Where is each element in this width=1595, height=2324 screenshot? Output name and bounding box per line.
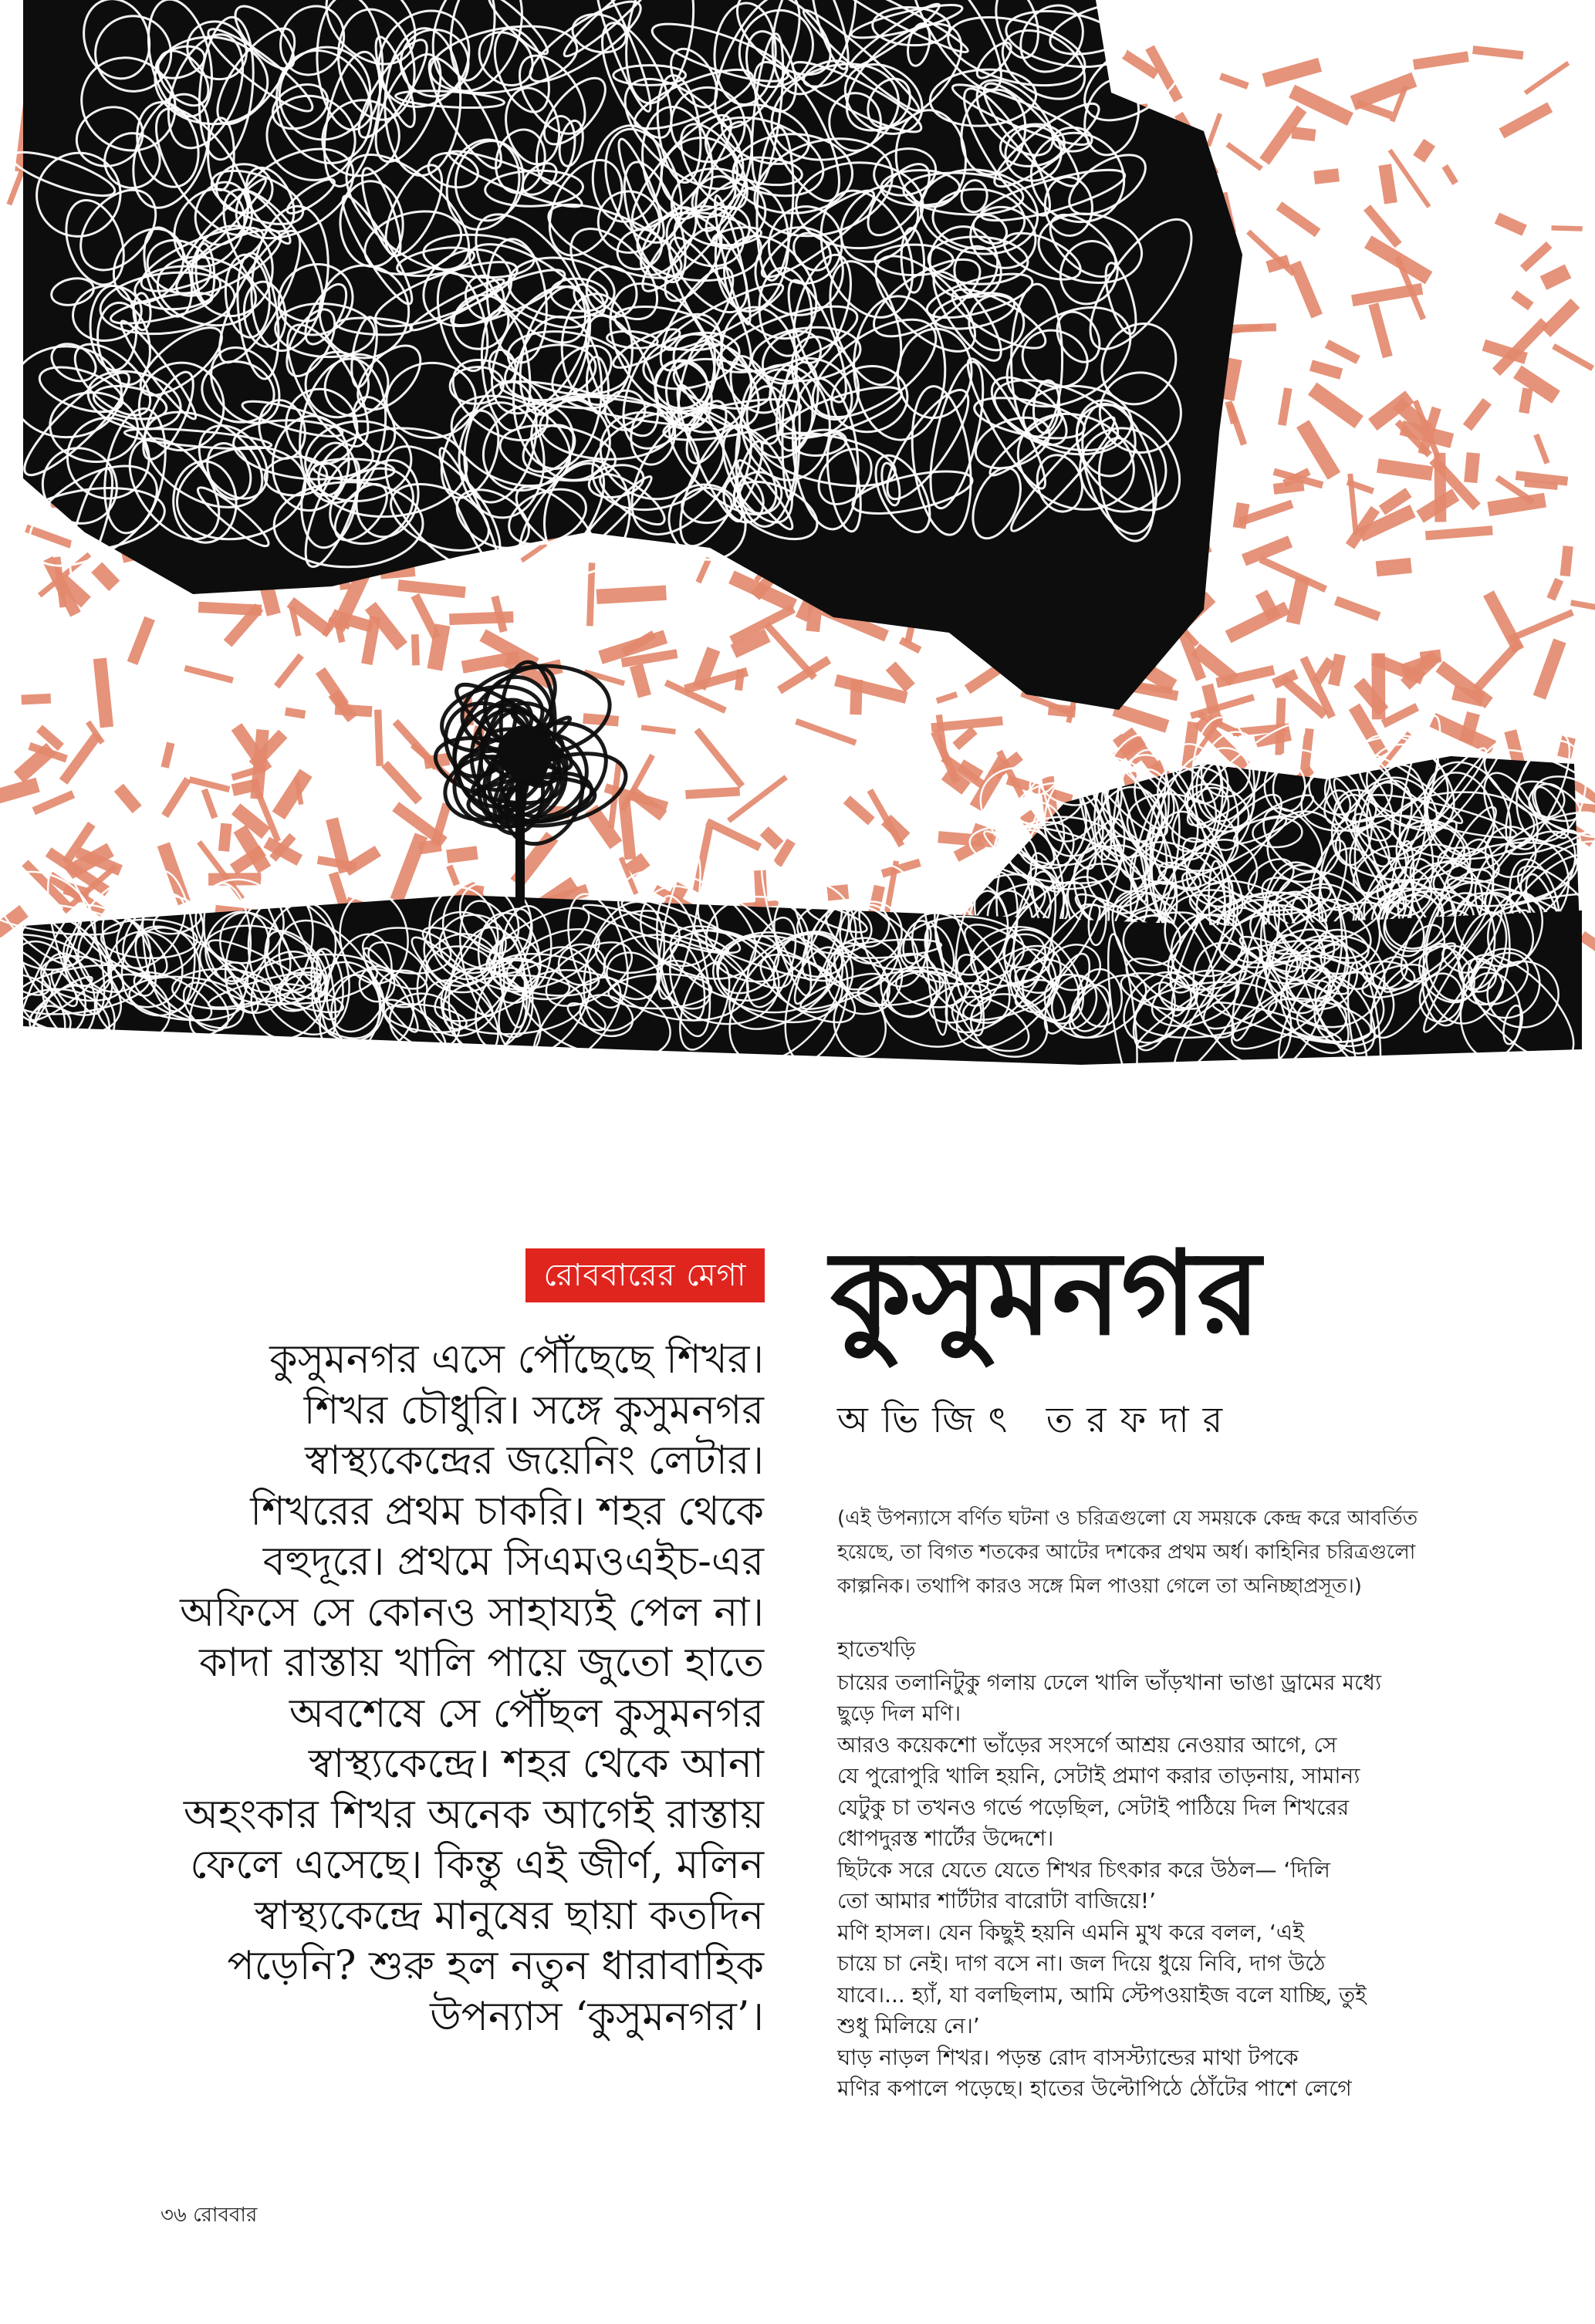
illustration-stroke <box>1333 655 1340 685</box>
illustration-stroke <box>1473 49 1523 55</box>
illustration-stroke <box>415 634 416 665</box>
intro-line: স্বাস্থ্যকেন্দ্রে। শহর থেকে আনা <box>308 1741 764 1787</box>
illustration-stroke <box>1425 530 1492 535</box>
note-line: কাল্পনিক। তথাপি কারও সঙ্গে মিল পাওয়া গেলে তা অনিচ্ছাপ্রসূত।) <box>837 1575 1362 1598</box>
illustration-stroke <box>738 670 741 691</box>
body-line: শুধু মিলিয়ে নে।’ <box>837 2013 980 2039</box>
illustration-stroke <box>286 711 306 714</box>
illustration-stroke <box>449 617 513 620</box>
illustration-stroke <box>1525 483 1558 486</box>
page-folio: ৩৬ রোববার <box>161 2204 258 2227</box>
illustration-stroke <box>636 665 644 696</box>
illustration-stroke <box>378 710 380 766</box>
illustration-stroke <box>335 709 372 711</box>
illustration-stroke <box>1524 388 1528 413</box>
body-line: যে পুরোপুরি খালি হয়নি, সেটাই প্রমাণ করার তাড়নায়, সামান্য <box>837 1763 1360 1789</box>
illustration-stroke <box>100 658 106 727</box>
intro-blurb <box>123 1335 764 2042</box>
body-line: চায়ে চা নেই। দাগ বসে না। জল দিয়ে ধুয়ে নিবি, দাগ উঠে <box>837 1951 1326 1976</box>
body-line: মণি হাসল। যেন কিছুই হয়নি এমনি মুখ করে বলল, ‘এই <box>837 1919 1304 1945</box>
illustration-stroke <box>1510 731 1519 762</box>
illustration-stroke <box>1377 465 1432 473</box>
note-line: (এই উপন্যাসে বর্ণিত ঘটনা ও চরিত্রগুলো যে সময়কে কেন্দ্র করে আবর্তিত <box>837 1507 1418 1530</box>
illustration-stroke <box>1314 175 1339 178</box>
intro-line: কুসুমনগর এসে পৌঁছেছে শিখর। <box>269 1336 764 1383</box>
illustration-stroke <box>1239 503 1243 528</box>
note-line: হয়েছে, তা বিগত শতকের আটের দশকের প্রথম অর্ধ। কাহিনির চরিত্রগুলো <box>837 1541 1416 1564</box>
illustration-stroke <box>1268 261 1289 267</box>
illustration-stroke <box>1471 453 1474 482</box>
illustration-stroke <box>596 593 666 596</box>
illustration-stroke <box>232 784 259 790</box>
illustration-stroke <box>22 698 51 700</box>
illustration-stroke <box>1516 475 1567 481</box>
illustration-stroke <box>498 725 552 779</box>
author-name: অভিজিৎ তরফদার <box>837 1399 1237 1441</box>
illustration-stroke <box>398 585 465 592</box>
intro-line: শিখরের প্রথম চাকরি। শহর থেকে <box>250 1488 764 1535</box>
illustration-stroke <box>1489 500 1546 509</box>
intro-line: অবশেষে সে পৌঁছল কুসুমনগর <box>289 1690 764 1737</box>
body-line: ছিটকে সরে যেতে যেতে শিখর চিৎকার করে উঠল— ‘দিলি <box>837 1856 1330 1883</box>
story-body <box>837 1634 1493 2105</box>
illustration-stroke <box>1274 485 1304 489</box>
illustration-stroke <box>165 743 171 768</box>
illustration-stroke <box>447 853 477 856</box>
intro-line: শিখর চৌধুরি। সঙ্গে কুসুমনগর <box>303 1387 764 1434</box>
intro-line: ফেলে এসেছে। কিন্তু এই জীর্ণ, মলিন <box>190 1842 764 1888</box>
body-line: তো আমার শার্টটার বারোটা বাজিয়ে!’ <box>837 1888 1157 1914</box>
illustration-stroke <box>1377 566 1411 569</box>
illustration-stroke <box>685 792 739 795</box>
intro-line: স্বাস্থ্যকেন্দ্রের জয়েনিং লেটার। <box>305 1437 764 1484</box>
page-title: কুসুমনগর <box>830 1225 1261 1361</box>
illustration-stroke <box>1292 133 1315 136</box>
intro-line: পড়েনি? শুরু হল নতুন ধারাবাহিক <box>227 1943 764 1989</box>
body-line: যাবে।... হ্যাঁ, যা বলছিলাম, আমি স্টেপওয়াইজ বলে যাচ্ছি, তুই <box>837 1981 1367 2008</box>
body-line: ছুড়ে দিল মণি। <box>837 1701 961 1726</box>
disclaimer-note <box>837 1501 1493 1603</box>
body-line: যেটুকু চা তখনও গর্ভে পড়েছিল, সেটাই পাঠিয়ে দিল শিখরের <box>837 1794 1350 1820</box>
intro-line: বহুদূরে। প্রথমে সিএমওএইচ-এর <box>262 1539 764 1585</box>
body-line: ঘাড় নাড়ল শিখর। পড়ন্ত রোদ বাসস্ট্যান্ডের মাথা টপকে <box>837 2044 1299 2070</box>
body-line: ধোপদুরস্ত শার্টের উদ্দেশে। <box>837 1826 1054 1851</box>
body-line: চায়ের তলানিটুকু গলায় ঢেলে খালি ভাঁড়খানা ভাঙা ড্রামের মধ্যে <box>837 1669 1382 1695</box>
illustration-stroke <box>1465 713 1473 742</box>
body-line: আরও কয়েকশো ভাঁড়ের সংসর্গে আশ্রয় নেওয়ার আগে, সে <box>837 1731 1337 1758</box>
illustration-stroke <box>1565 546 1568 576</box>
illustration-stroke <box>1049 709 1076 711</box>
illustration-stroke <box>419 845 441 848</box>
intro-line: কাদা রাস্তায় খালি পায়ে জুতো হাতে <box>199 1640 764 1686</box>
illustration-stroke <box>1293 577 1303 623</box>
intro-line: উপন্যাস ‘কুসুমনগর’। <box>430 1993 764 2040</box>
body-line: মণির কপালে পড়েছে। হাতের উল্টোপিঠে ঠোঁটের পাশে লেগে <box>837 2076 1352 2101</box>
intro-line: অহংকার শিখর অনেক আগেই রাস্তায় <box>183 1791 764 1838</box>
section-heading: হাতেখড়ি <box>837 1637 916 1662</box>
illustration-stroke <box>583 718 619 721</box>
illustration-stroke <box>1385 165 1391 204</box>
illustration-stroke <box>224 823 227 851</box>
intro-line: অফিসে সে কোনও সাহায্যই পেল না। <box>180 1589 764 1636</box>
kicker-badge: রোববারের মেগা <box>525 1248 765 1302</box>
intro-line: স্বাস্থ্যকেন্দ্রে মানুষের ছায়া কতদিন <box>254 1892 764 1939</box>
illustration-stroke <box>630 859 646 870</box>
illustration-stroke <box>624 797 630 860</box>
illustration-stroke <box>1419 143 1430 159</box>
illustration-stroke <box>1227 359 1235 400</box>
